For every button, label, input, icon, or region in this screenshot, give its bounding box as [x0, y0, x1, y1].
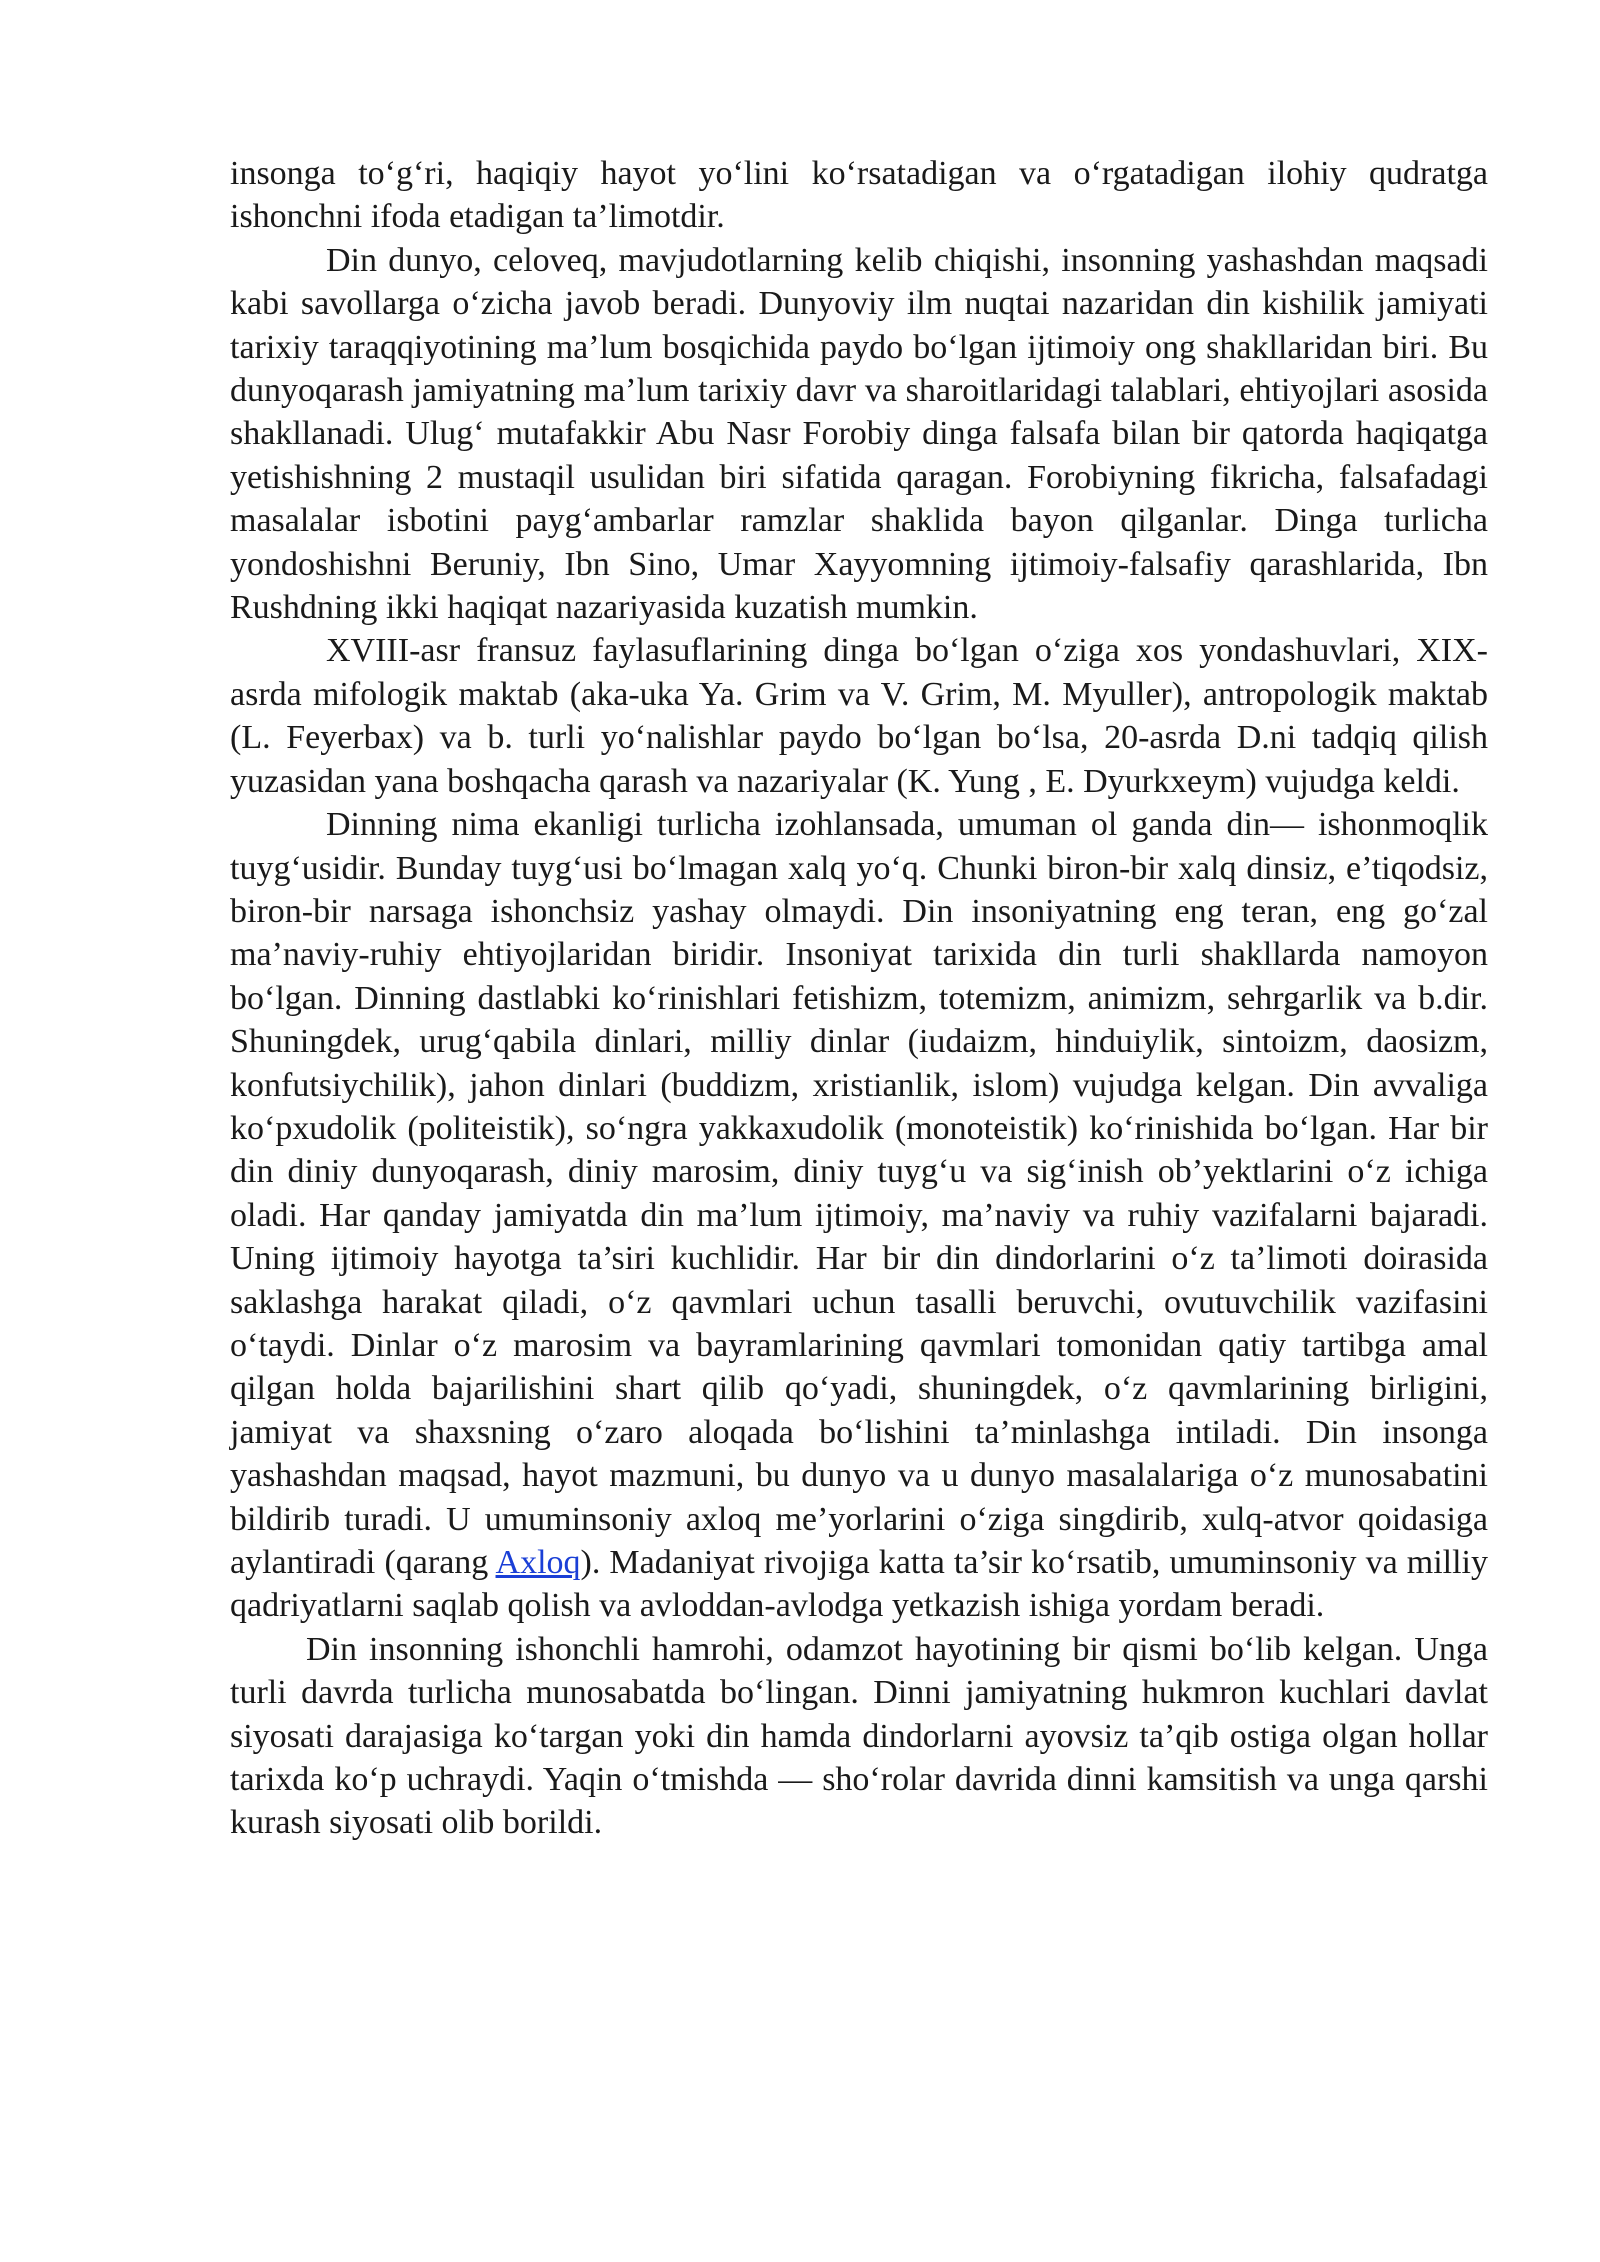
paragraph-continuation: insonga to‘g‘ri, haqiqiy hayot yo‘lini ko‘rsatadigan va o‘rgatadigan ilohiy qudratga ishonchni ifoda etadigan ta’limotdir.	[230, 155, 1488, 236]
paragraph-text-before-link: Dinning nima ekanligi turlicha izohlansada, umuman ol ganda din— ishonmoqlik tuyg‘usidir. Bunday tuyg‘usi bo‘lmagan xalq yo‘q. Chunki biron-bir xalq dinsiz, e’tiqodsiz, biron-bir narsaga ishonchsiz yashay olmaydi. Din insoniyatning eng teran, eng go‘zal ma’naviy-ruhiy ehtiyojlaridan biridir. Insoniyat tarixida din turli shakllarda namoyon bo‘lgan. Dinning dastlabki ko‘rinishlari fetishizm, totemizm, animizm, sehrgarlik va b.dir. Shuningdek, urug‘qabila dinlari, milliy dinlar (iudaizm, hinduiylik, sintoizm, daosizm, konfutsiychilik), jahon dinlari (buddizm, xristianlik, islom) vujudga kelgan. Din avvaliga ko‘pxudolik (politeistik), so‘ngra yakkaxudolik (monoteistik) ko‘rinishida bo‘lgan. Har bir din diniy dunyoqarash, diniy marosim, diniy tuyg‘u va sig‘inish ob’yektlarini o‘z ichiga oladi. Har qanday jamiyatda din ma’lum ijtimoiy, ma’naviy va ruhiy vazifalarni bajaradi. Uning ijtimoiy hayotga ta’siri kuchlidir. Har bir din dindorlarini o‘z ta’limoti doirasida saklashga harakat qiladi, o‘z qavmlari uchun tasalli beruvchi, ovutuvchilik vazifasini o‘taydi. Dinlar o‘z marosim va bayramlarining qavmlari tomonidan qatiy tartibga amal qilgan holda bajarilishini shart qilib qo‘yadi, shuningdek, o‘z qavmlarining birligini, jamiyat va shaxsning o‘zaro aloqada bo‘lishini ta’minlashga intiladi. Din insonga yashashdan maqsad, hayot mazmuni, bu dunyo va u dunyo masalalariga o‘z munosabatini bildirib turadi. U umuminsoniy axloq me’yorlarini o‘ziga singdirib, xulq-atvor qoidasiga aylantiradi (qarang	[230, 806, 1488, 1581]
paragraph-din-dunyo: Din dunyo, celoveq, mavjudotlarning kelib chiqishi, insonning yashashdan maqsadi kabi savollarga o‘zicha javob beradi. Dunyoviy ilm nuqtai nazaridan din kishilik jamiyati tarixiy taraqqiyotining ma’lum bosqichida paydo bo‘lgan ijtimoiy ong shakllaridan biri. Bu dunyoqarash jamiyatning ma’lum tarixiy davr va sharoitlaridagi talablari, ehtiyojlari asosida shakllanadi. Ulug‘ mutafakkir Abu Nasr Forobiy dinga falsafa bilan bir qatorda haqiqatga yetishishning 2 mustaqil usulidan biri sifatida qaragan. Forobiyning fikricha, falsafadagi masalalar isbotini payg‘ambarlar ramzlar shaklida bayon qilganlar. Dinga turlicha yondoshishni Beruniy, Ibn Sino, Umar Xayyomning ijtimoiy-falsafiy qarashlarida, Ibn Rushdning ikki haqiqat nazariyasida kuzatish mumkin.	[230, 241, 1488, 627]
paragraph-dinning-nima	[230, 803, 1488, 1628]
axloq-link[interactable]: Axloq	[495, 1544, 581, 1581]
paragraph-text-after-link: ). Madaniyat rivojiga katta ta’sir ko‘rsatib, umuminsoniy va milliy qadriyatlarni saqlab qolish va avloddan-avlodga yetkazish ishiga yordam beradi.	[230, 1544, 1488, 1625]
paragraph-din-insonning: Din insonning ishonchli hamrohi, odamzot hayotining bir qismi bo‘lib kelgan. Unga turli davrda turlicha munosabatda bo‘lingan. Dinni jamiyatning hukmron kuchlari davlat siyosati darajasiga ko‘targan yoki din hamda dindorlarni ayovsiz ta’qib ostiga olgan hollar tarixda ko‘p uchraydi. Yaqin o‘tmishda — sho‘rolar davrida dinni kamsitish va unga qarshi kurash siyosati olib borildi.	[230, 1630, 1488, 1842]
document-page	[230, 152, 1488, 1845]
paragraph-xviii-asr: XVIII-asr fransuz faylasuflarining dinga bo‘lgan o‘ziga xos yondashuvlari, XIX-asrda mifologik maktab (aka-uka Ya. Grim va V. Grim, M. Myuller), antropologik maktab (L. Feyerbax) va b. turli yo‘nalishlar paydo bo‘lgan bo‘lsa, 20-asrda D.ni tadqiq qilish yuzasidan yana boshqacha qarash va nazariyalar (K. Yung , E. Dyurkxeym) vujudga keldi.	[230, 632, 1488, 800]
